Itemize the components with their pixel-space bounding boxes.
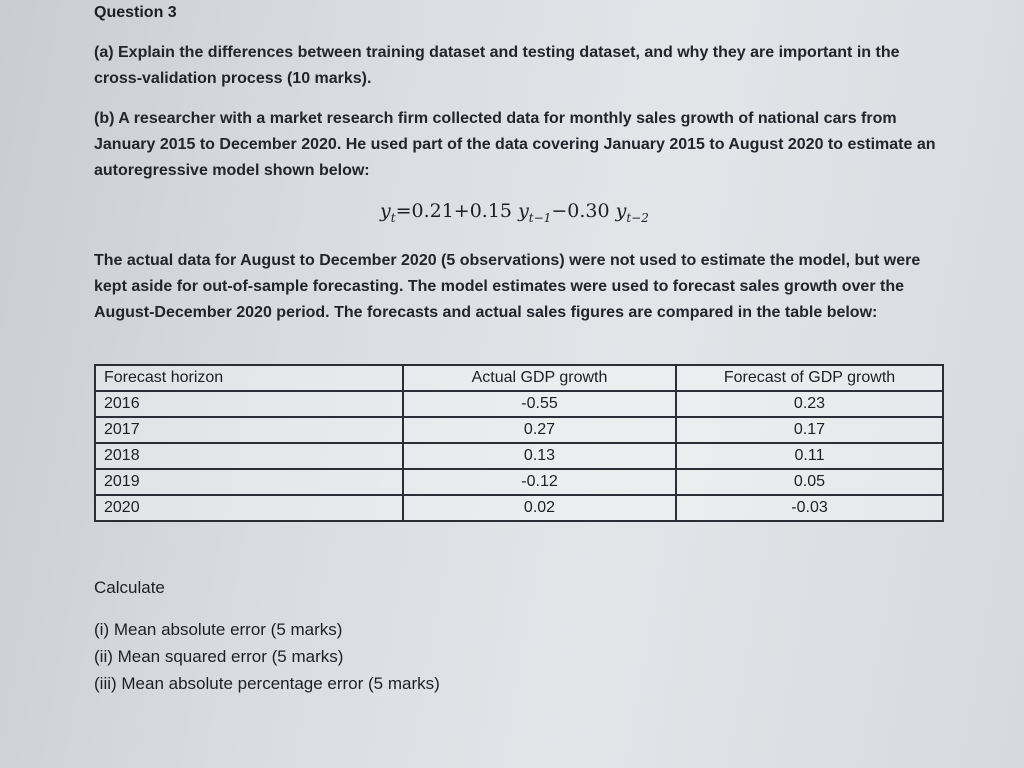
- cell-actual: 0.02: [403, 495, 676, 521]
- calculate-label: Calculate: [94, 578, 165, 597]
- eq-y1-sub: t−1: [528, 210, 552, 225]
- header-actual-gdp: Actual GDP growth: [403, 365, 676, 391]
- cell-horizon: 2018: [95, 443, 403, 469]
- cell-horizon: 2020: [95, 495, 403, 521]
- table-row: [95, 443, 943, 469]
- eq-lhs: y: [380, 200, 391, 222]
- cell-horizon: 2017: [95, 417, 403, 443]
- header-forecast-gdp: Forecast of GDP growth: [676, 365, 943, 391]
- cell-forecast: -0.03: [676, 495, 943, 521]
- cell-forecast: 0.05: [676, 469, 943, 495]
- cell-actual: -0.55: [403, 391, 676, 417]
- cell-actual: 0.13: [403, 443, 676, 469]
- part-b-text: (b) A researcher with a market research firm collected data for monthly sales growth of national cars from January 2015 to December 2020. He used part of the data covering January 2015 to August 2020 to estimate an autoregressive model shown below:: [94, 110, 936, 179]
- eq-y2: y: [615, 200, 627, 222]
- subquestion-mse: (ii) Mean squared error (5 marks): [94, 647, 344, 666]
- table-row: [95, 495, 943, 521]
- table-row: [95, 469, 943, 495]
- cell-forecast: 0.17: [676, 417, 943, 443]
- cell-forecast: 0.23: [676, 391, 943, 417]
- subquestion-mape: (iii) Mean absolute percentage error (5 marks): [94, 674, 440, 693]
- autoregressive-equation: [380, 200, 649, 225]
- cell-horizon: 2019: [95, 469, 403, 495]
- table-header-row: [95, 365, 943, 391]
- cell-horizon: 2016: [95, 391, 403, 417]
- eq-coef2: −0.30: [551, 200, 610, 222]
- header-forecast-horizon: Forecast horizon: [95, 365, 403, 391]
- eq-y1: y: [518, 200, 529, 222]
- subquestion-mae: (i) Mean absolute error (5 marks): [94, 620, 343, 639]
- cell-actual: -0.12: [403, 469, 676, 495]
- forecast-table: [94, 364, 944, 522]
- cell-forecast: 0.11: [676, 443, 943, 469]
- cell-actual: 0.27: [403, 417, 676, 443]
- eq-y2-sub: t−2: [626, 210, 649, 225]
- table-row: [95, 391, 943, 417]
- actual-data-paragraph: The actual data for August to December 2020 (5 observations) were not used to estimate the model, but were kept aside for out-of-sample forecasting. The model estimates were used to forecast sales growth over the August-December 2020 period. The forecasts and actual sales figures are compared in the table below:: [94, 252, 921, 321]
- part-a-text: (a) Explain the differences between training dataset and testing dataset, and why they are important in the cross-validation process (10 marks).: [94, 44, 900, 87]
- table-row: [95, 417, 943, 443]
- question-title: Question 3: [94, 4, 177, 21]
- eq-lhs-sub: t: [390, 210, 396, 225]
- eq-const: =0.21+0.15: [395, 200, 513, 222]
